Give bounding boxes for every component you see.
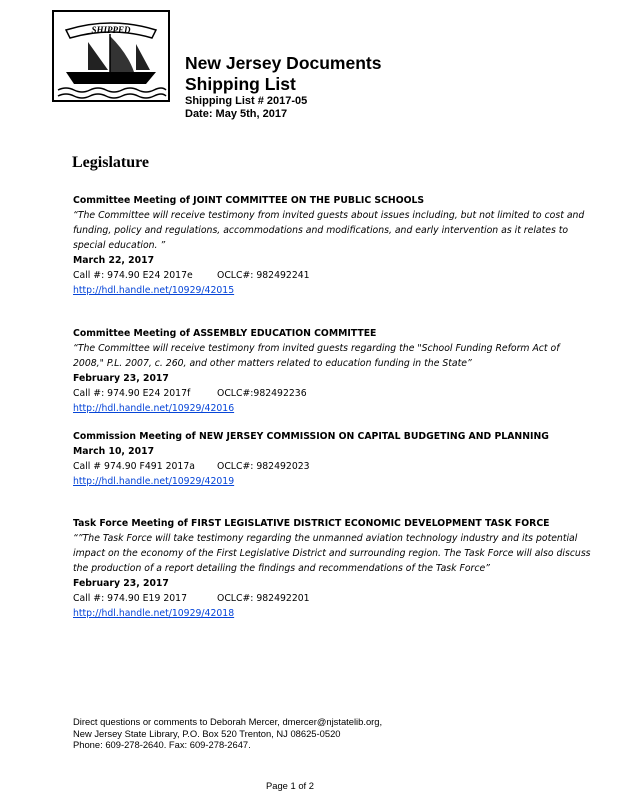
entry-date: February 23, 2017 <box>73 373 169 384</box>
entry-oclc: OCLC#: 982492241 <box>217 270 310 281</box>
footer-line-contact: Direct questions or comments to Deborah Mercer, dmercer@njstatelib.org, <box>73 716 383 727</box>
entry-link[interactable]: http://hdl.handle.net/10929/42016 <box>73 403 235 414</box>
footer-line-phone: Phone: 609-278-2640. Fax: 609-278-2647. <box>73 739 251 751</box>
document-header <box>185 53 381 121</box>
document-entry <box>73 326 593 416</box>
entry-description: “”The Task Force will take testimony regarding the unmanned aviation technology industry and its potential impact on the economy of the First Legislative District and surrounding region. The Task Force will also discuss the production of a report detailing the findings and recommendations of the Task Force” <box>73 533 591 574</box>
entry-call-line <box>73 268 593 283</box>
entry-link[interactable]: http://hdl.handle.net/10929/42019 <box>73 476 235 487</box>
entry-link[interactable]: http://hdl.handle.net/10929/42018 <box>73 608 235 619</box>
logo-banner-text: SHIPPED <box>91 25 131 35</box>
entry-call-line <box>73 591 593 606</box>
section-title: Legislature <box>72 154 150 171</box>
entry-oclc: OCLC#: 982492023 <box>217 461 310 472</box>
entry-link[interactable]: http://hdl.handle.net/10929/42015 <box>73 285 235 296</box>
entry-date: March 22, 2017 <box>73 255 155 266</box>
entry-call-number: Call #: 974.90 E24 2017f <box>73 388 191 399</box>
entry-call-number: Call # 974.90 F491 2017a <box>73 461 195 472</box>
title-line-1: New Jersey Documents <box>185 53 382 73</box>
entry-call-line <box>73 386 593 401</box>
entry-description: “The Committee will receive testimony from invited guests about issues including, but not limited to cost and funding, policy and regulations, accommodations and modifications, and early intervention as it relates to special education. ” <box>73 210 585 251</box>
entry-date: February 23, 2017 <box>73 578 169 589</box>
entry-heading: Task Force Meeting of FIRST LEGISLATIVE DISTRICT ECONOMIC DEVELOPMENT TASK FORCE <box>73 518 550 529</box>
entry-call-number: Call #: 974.90 E24 2017e <box>73 270 193 281</box>
document-entry <box>73 516 593 621</box>
entry-oclc: OCLC#:982492236 <box>217 388 307 399</box>
title-line-2: Shipping List <box>185 74 296 94</box>
shipping-list-date: Date: May 5th, 2017 <box>185 108 288 120</box>
document-entry <box>73 429 593 489</box>
page-number: Page 1 of 2 <box>266 780 314 791</box>
entry-heading: Commission Meeting of NEW JERSEY COMMISSION ON CAPITAL BUDGETING AND PLANNING <box>73 431 549 442</box>
contact-footer <box>73 716 382 751</box>
entry-oclc: OCLC#: 982492201 <box>217 593 310 604</box>
entry-heading: Committee Meeting of JOINT COMMITTEE ON THE PUBLIC SCHOOLS <box>73 195 425 206</box>
footer-line-address: New Jersey State Library, P.O. Box 520 Trenton, NJ 08625-0520 <box>73 727 341 739</box>
shipping-list-number: Shipping List # 2017-05 <box>185 95 308 107</box>
shipped-ship-logo <box>52 10 170 102</box>
entry-date: March 10, 2017 <box>73 446 155 457</box>
entry-heading: Committee Meeting of ASSEMBLY EDUCATION COMMITTEE <box>73 328 377 339</box>
document-entry <box>73 193 593 298</box>
entry-call-number: Call #: 974.90 E19 2017 <box>73 593 187 604</box>
entry-description: “The Committee will receive testimony from invited guests regarding the "School Funding Reform Act of 2008," P.L. 2007, c. 260, and other matters related to education funding in the State” <box>73 343 560 369</box>
entry-call-line <box>73 459 593 474</box>
